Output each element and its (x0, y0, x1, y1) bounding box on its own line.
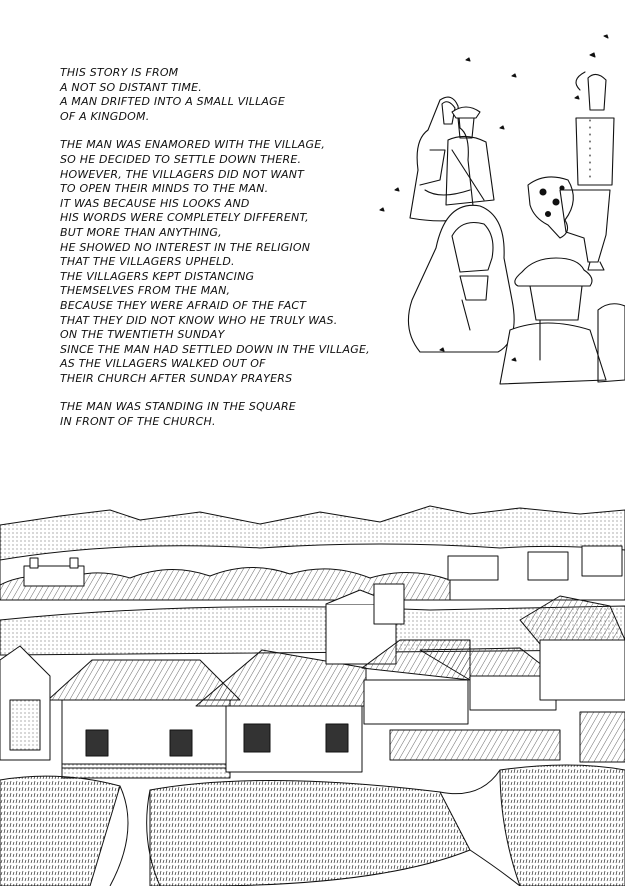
narration-line: THIS STORY IS FROM (60, 66, 179, 79)
house-right (362, 640, 556, 724)
narration-line: OF A KINGDOM. (60, 109, 150, 123)
narration-text (60, 66, 390, 430)
narration-line: THAT THEY DID NOT KNOW WHO HE TRULY WAS. (60, 313, 338, 327)
narration-line: THEMSELVES FROM THE MAN, (60, 284, 231, 298)
narration-line: IN FRONT OF THE CHURCH. (60, 415, 216, 429)
narration-line: THAT THE VILLAGERS UPHELD. (60, 255, 235, 269)
foreground-grass (0, 776, 120, 886)
narration-line: SINCE THE MAN HAD SETTLED DOWN IN THE VILLAGE, (60, 342, 370, 356)
narration-line: TO OPEN THEIR MINDS TO THE MAN. (60, 182, 269, 196)
narration-line: BUT MORE THAN ANYTHING, (60, 225, 222, 239)
narration-line: ON THE TWENTIETH SUNDAY (60, 328, 225, 342)
narration-line: THE MAN WAS STANDING IN THE SQUARE (60, 400, 296, 414)
narration-line: SO HE DECIDED TO SETTLE DOWN THERE. (60, 152, 302, 166)
narration-line: THE MAN WAS ENAMORED WITH THE VILLAGE, (60, 138, 326, 152)
narration-line: IT WAS BECAUSE HIS LOOKS AND (60, 196, 250, 210)
narration-line: THE VILLAGERS KEPT DISTANCING (60, 269, 255, 283)
narration-line: HIS WORDS WERE COMPLETELY DIFFERENT, (60, 211, 309, 225)
house-left (48, 660, 240, 778)
narration-line: THEIR CHURCH AFTER SUNDAY PRAYERS (60, 371, 293, 385)
narration-line: A MAN DRIFTED INTO A SMALL VILLAGE (60, 95, 286, 109)
house-edge-left (0, 646, 50, 760)
narration-line: BECAUSE THEY WERE AFRAID OF THE FACT (60, 298, 307, 312)
narration-line: HOWEVER, THE VILLAGERS DID NOT WANT (60, 167, 305, 181)
narration-line: HE SHOWED NO INTEREST IN THE RELIGION (60, 240, 311, 254)
narration-line: A NOT SO DISTANT TIME. (60, 80, 202, 94)
narration-line: AS THE VILLAGERS WALKED OUT OF (60, 357, 266, 371)
